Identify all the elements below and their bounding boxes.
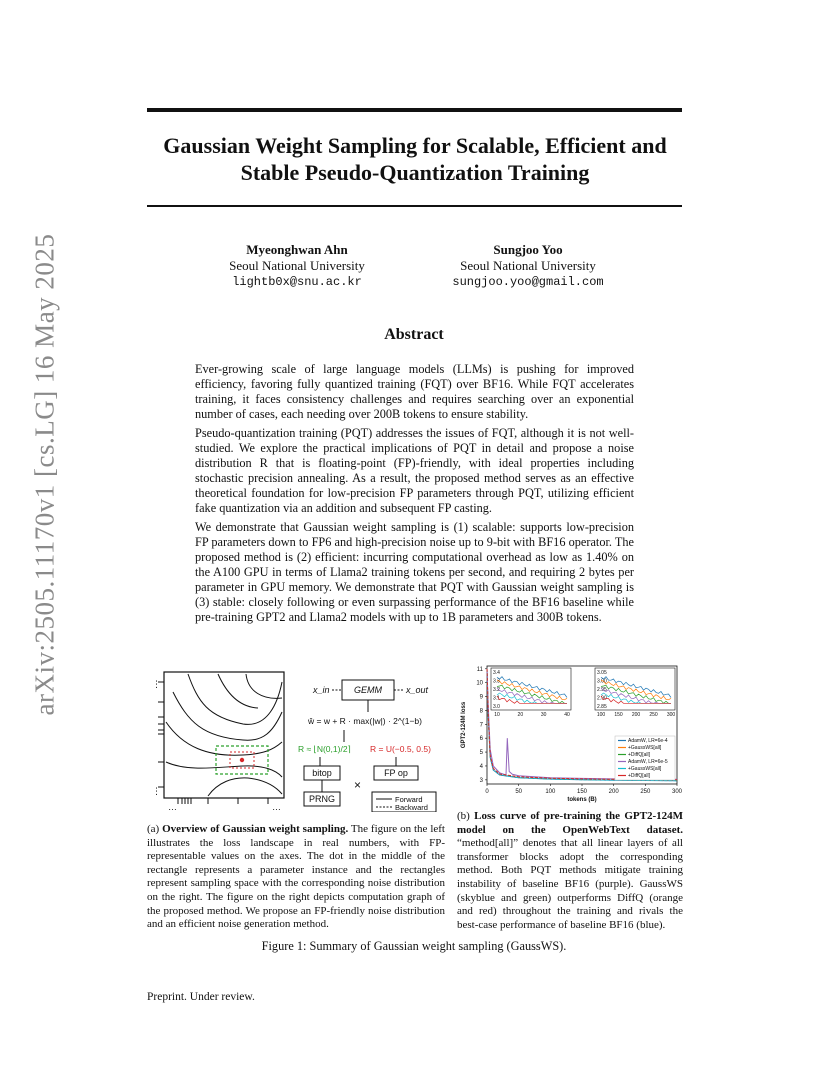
x-in-label: x_in <box>313 685 330 695</box>
inset-right-frame <box>595 668 675 710</box>
author-block-1 <box>197 242 397 290</box>
inset-right-y-tick-label: 2.85 <box>597 704 607 710</box>
arxiv-identifier: arXiv:2505.11170v1 [cs.LG] 16 May 2025 <box>29 233 60 716</box>
inset-right-y-tick-label: 3.05 <box>597 670 607 676</box>
y-axis-label: GPT2-124M loss <box>461 701 467 749</box>
title-line-1: Gaussian Weight Sampling for Scalable, Efficient and <box>163 133 667 158</box>
caption-a-label: (a) <box>147 823 160 835</box>
svg-text:×: × <box>354 778 362 792</box>
figure-caption: Figure 1: Summary of Gaussian weight sampling (GaussWS). <box>261 939 567 953</box>
caption-b <box>457 810 683 932</box>
caption-b-text: “method[all]” denotes that all linear layers of all transformer blocks adopt the corresponding method. Both PQT methods mitigate training instability of baseline BF16 (purple). GaussWS (skyblue and green) outperforms DiffQ (orange and red) throughout the training and rivals the best-case performance of baseline BF16 (blue). <box>457 837 683 931</box>
caption-a <box>147 823 445 932</box>
figure-a-diagram <box>148 662 448 812</box>
paper-title <box>140 132 690 186</box>
author-email[interactable]: sungjoo.yoo@gmail.com <box>452 275 604 289</box>
y-tick-label: 4 <box>479 763 483 770</box>
svg-text:⋮: ⋮ <box>152 786 161 796</box>
forward-label: Forward <box>395 795 423 804</box>
inset-right-x-tick-label: 100 <box>596 712 606 718</box>
noise-uniform-label: R = U(−0.5, 0.5) <box>370 744 431 754</box>
y-tick-label: 11 <box>476 666 483 673</box>
inset-left-x-tick-label: 30 <box>540 712 547 718</box>
y-tick-label: 6 <box>479 736 483 743</box>
abstract-paragraph: Pseudo-quantization training (PQT) addresses the issues of FQT, although it is not well-studied. We explore the practical implications of PQT in detail and propose a noise distribution R that is floating-point (FP)-friendly, with ideal properties including stochastic precision annealing. As a result, the proposed method serves as an effective theoretical foundation for low-precision FP parameters through PQT, utilizing efficient fake quantization via an addition and subsequent FP casting. <box>195 426 634 515</box>
inset-left-frame <box>491 668 571 710</box>
x-axis-label: tokens (B) <box>567 797 597 803</box>
x-tick-label: 0 <box>485 789 489 795</box>
title-line-2: Stable Pseudo-Quantization Training <box>240 160 590 185</box>
abstract-paragraph: We demonstrate that Gaussian weight sampling is (1) scalable: supports low-precision FP parameters down to FP6 and high-precision noise up to 9-bit with BF16 operator. The proposed method is (2) efficient: incurring computational overhead as low as 1.40% on the A100 GPU in terms of Llama2 training tokens per second, and requiring 2 bytes per parameter in GPU memory. We demonstrate that PQT with Gaussian weight sampling is (3) stable: closely following or even surpassing performance of the BF16 baseline while pre-training GPT2 and Llama2 models with up to 1B parameters and 300B tokens. <box>195 520 634 624</box>
footer-note: Preprint. Under review. <box>147 991 255 1003</box>
y-tick-label: 9 <box>479 694 483 701</box>
author-block-2 <box>428 242 628 290</box>
author-name: Sungjoo Yoo <box>493 242 563 257</box>
gemm-label: GEMM <box>354 685 382 695</box>
inset-right-y-tick-label: 3.00 <box>597 678 607 685</box>
inset-left-x-tick-label: 40 <box>564 712 570 718</box>
inset-right-x-tick-label: 200 <box>631 712 641 718</box>
x-tick-label: 200 <box>608 789 619 795</box>
inset-right-y-tick-label: 2.95 <box>597 687 607 693</box>
legend-label: +DiffQ[all] <box>628 752 650 758</box>
abstract-body <box>195 362 634 629</box>
inset-left-y-tick-label: 3.0 <box>493 704 500 710</box>
inset-right-y-tick-label: 2.90 <box>597 695 607 702</box>
inset-left-x-tick-label: 10 <box>494 712 500 718</box>
inset-left-y-tick-label: 3.2 <box>493 687 500 693</box>
computation-graph <box>298 680 436 812</box>
fp-op-label: FP op <box>384 768 408 778</box>
update-equation: ŵ = w + R · max(|w|) · 2^(1−b) <box>308 716 422 726</box>
legend-label: AdamW, LR=6e-4 <box>628 738 668 744</box>
x-tick-label: 250 <box>640 789 651 795</box>
svg-text:…: … <box>168 802 177 812</box>
author-email[interactable]: lightb0x@snu.ac.kr <box>232 275 362 289</box>
x-tick-label: 50 <box>515 789 523 795</box>
y-tick-label: 3 <box>479 777 483 784</box>
caption-b-bold: Loss curve of pre-training the GPT2-124M model on the OpenWebText dataset. <box>457 810 683 836</box>
bitop-label: bitop <box>312 768 332 778</box>
loss-landscape <box>152 672 284 812</box>
x-tick-label: 150 <box>576 789 588 795</box>
top-rule <box>147 108 682 112</box>
author-affiliation: Seoul National University <box>229 258 365 273</box>
x-tick-label: 300 <box>671 789 683 795</box>
inset-left-y-tick-label: 3.3 <box>493 678 500 685</box>
x-out-label: x_out <box>406 685 429 695</box>
caption-b-label: (b) <box>457 810 470 822</box>
abstract-paragraph: Ever-growing scale of large language models (LLMs) is pushing for improved efficiency, favoring fully quantized training (FQT) over BF16. While FQT accelerates training, it faces consistency challenges and requires searching over an exponential number of cases, each needing over 200B tokens to ensure stability. <box>195 362 634 421</box>
y-tick-label: 8 <box>479 708 483 715</box>
y-tick-label: 10 <box>476 680 483 687</box>
noise-gauss-label: R ≈ ⌊N(0,1)/2⌉ <box>298 744 351 754</box>
loss-curve-chart <box>455 660 685 805</box>
svg-text:…: … <box>272 802 281 812</box>
inset-left-x-tick-label: 20 <box>517 712 524 718</box>
inset-left-y-tick-label: 3.4 <box>493 670 500 676</box>
abstract-heading: Abstract <box>384 326 444 343</box>
caption-a-bold: Overview of Gaussian weight sampling. <box>162 823 349 835</box>
legend-label: AdamW, LR=6e-5 <box>628 759 668 765</box>
legend-label: +GaussWS[all] <box>628 766 662 772</box>
backward-label: Backward <box>395 803 428 812</box>
legend-label: +DiffQ[all] <box>628 773 650 779</box>
author-name: Myeonghwan Ahn <box>246 242 348 257</box>
inset-left-y-tick-label: 3.1 <box>493 695 500 702</box>
inset-right-x-tick-label: 150 <box>614 712 623 718</box>
y-tick-label: 7 <box>479 722 483 729</box>
y-tick-label: 5 <box>479 750 483 757</box>
inset-right-x-tick-label: 250 <box>649 712 658 718</box>
x-tick-label: 100 <box>545 789 556 795</box>
legend-label: +GaussWS[all] <box>628 745 662 751</box>
author-affiliation: Seoul National University <box>460 258 596 273</box>
prng-label: PRNG <box>308 794 336 804</box>
svg-text:⋮: ⋮ <box>152 679 161 689</box>
inset-right-x-tick-label: 300 <box>666 712 676 718</box>
caption-a-text: The figure on the left illustrates the loss landscape in real numbers, with FP-representable values on the axes. The dot in the middle of the rectangle represents a parameter instance and the rectangles represent sampling space with the corresponding noise distribution on the right. The figure on the right depicts computation graph of the proposed method. We propose an FP-friendly noise distribution and an efficient noise generation method. <box>147 823 445 931</box>
title-bottom-rule <box>147 205 682 207</box>
